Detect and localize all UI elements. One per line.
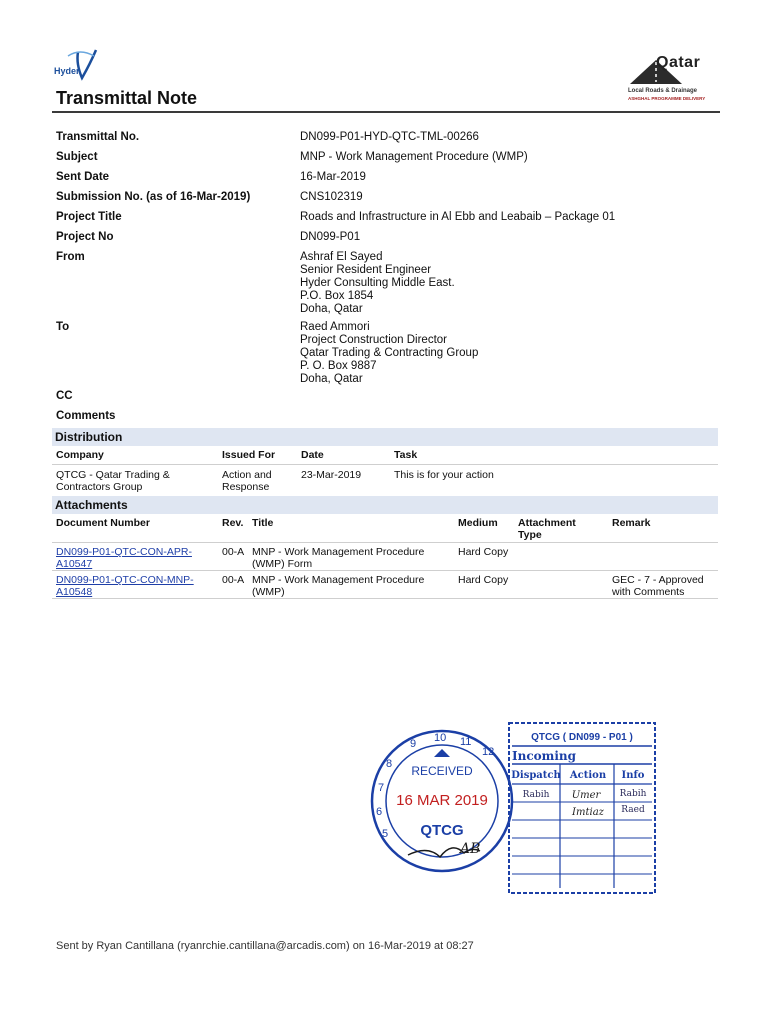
att-col-type-line: Type [518,529,542,541]
dial-number: 12 [482,746,495,758]
att-col-document-number: Document Number [56,517,150,529]
dial-number: 8 [386,758,393,770]
att-col-attachment-line: Attachment [518,517,576,529]
received-label: RECEIVED [411,764,473,778]
subject-label: Subject [56,151,98,163]
qatar-logo-line2: ASHGHAL PROGRAMME DELIVERY [628,96,706,101]
sent-date-label: Sent Date [56,171,110,183]
transmittal-no-label: Transmittal No. [56,131,140,143]
qatar-logo [626,52,726,104]
qatar-logo-word: Qatar [656,54,701,71]
attachment-doc-line: A10548 [56,586,93,598]
dial-number: 6 [376,806,383,818]
transmittal-no-value: DN099-P01-HYD-QTC-TML-00266 [300,131,479,143]
dial-number: 9 [410,738,417,750]
attachment-title-line: (WMP) Form [252,558,313,570]
subject-value: MNP - Work Management Procedure (WMP) [300,151,528,163]
dist-header-divider [52,464,718,465]
received-stamp-graphic [368,727,516,875]
att-col-remark: Remark [612,517,651,529]
from-line: Senior Resident Engineer [300,264,432,276]
dist-col-date: Date [301,449,324,461]
distribution-title: Distribution [55,430,123,444]
incoming-col-dispatch: Dispatch [511,770,561,781]
submission-no-label: Submission No. (as of 16-Mar-2019) [56,191,251,203]
dial-number: 11 [460,736,472,748]
dist-cell-task: This is for your action [394,469,494,481]
incoming-info-value: Rabih [619,789,647,799]
received-date: 16 MAR 2019 [396,792,488,809]
incoming-stamp [508,722,656,894]
from-line: P.O. Box 1854 [300,290,374,302]
project-no-value: DN099-P01 [300,231,361,243]
attachment-medium: Hard Copy [458,546,509,558]
attachment-medium: Hard Copy [458,574,509,586]
from-line: Ashraf El Sayed [300,251,383,263]
to-line: P. O. Box 9887 [300,360,377,372]
incoming-col-action: Action [569,770,607,781]
dist-issued-line: Action and [222,469,272,481]
from-address [300,251,455,316]
attachment-title [252,574,424,598]
dist-company-line: QTCG - Qatar Trading & [56,469,170,481]
att-col-rev: Rev. [222,517,244,529]
att-row-divider [52,570,718,571]
attachment-title-line: (WMP) [252,586,285,598]
att-row-divider [52,598,718,599]
att-header-divider [52,542,718,543]
attachment-rev: 00-A [222,546,245,558]
title-divider [52,111,720,113]
project-title-value: Roads and Infrastructure in Al Ebb and Leabaib – Package 01 [300,211,616,223]
attachment-title [252,546,424,570]
attachment-title-line: MNP - Work Management Procedure [252,574,425,586]
qatar-logo-line1: Local Roads & Drainage [628,88,698,94]
attachment-remark-line: GEC - 7 - Approved [612,574,704,586]
attachments-bar [52,496,718,514]
attachment-doc-line: A10547 [56,558,93,570]
hyder-logo-text: Hyder [54,66,80,76]
to-line: Project Construction Director [300,334,447,346]
project-title-label: Project Title [56,211,122,223]
incoming-info-value-2: Raed [621,805,645,815]
to-line: Qatar Trading & Contracting Group [300,347,479,359]
attachment-doc-line: DN099-P01-QTC-CON-APR- [56,546,192,558]
dist-issued-line: Response [222,481,270,493]
to-line: Doha, Qatar [300,373,363,385]
submission-no-value: CNS102319 [300,191,363,203]
incoming-stamp-graphic [508,722,656,894]
page-title: Transmittal Note [56,88,198,108]
stamp-signature: AB [460,841,481,857]
dial-number: 10 [434,732,447,744]
to-address [300,321,478,386]
attachments-title: Attachments [55,498,128,512]
incoming-title: Incoming [511,749,577,763]
incoming-action-value-2: Imtiaz [572,807,604,818]
dial-number: 5 [382,828,389,840]
dial-number: 7 [378,782,385,794]
dist-company-line: Contractors Group [56,481,143,493]
hyder-logo [50,44,110,84]
attachment-doc-line: DN099-P01-QTC-CON-MNP- [56,574,194,586]
att-col-attachment-type [518,517,576,541]
comments-label: Comments [56,410,116,422]
att-col-medium: Medium [458,517,498,529]
cc-label: CC [56,390,73,402]
attachment-doc-link[interactable] [56,574,194,598]
dist-col-company: Company [56,449,104,461]
stamp-arrow-icon [434,749,450,757]
from-label: From [56,251,85,263]
project-no-label: Project No [56,231,114,243]
dist-col-task: Task [394,449,418,461]
from-line: Hyder Consulting Middle East. [300,277,455,289]
incoming-col-info: Info [621,770,645,781]
hyder-logo-mark [50,44,110,84]
att-col-title: Title [252,517,274,529]
sent-by-footer: Sent by Ryan Cantillana (ryanrchie.cantillana@arcadis.com) on 16-Mar-2019 at 08:27 [56,940,474,952]
dist-cell-company [56,469,170,493]
sent-date-value: 16-Mar-2019 [300,171,366,183]
attachment-doc-link[interactable] [56,546,192,570]
to-line: Raed Ammori [300,321,370,333]
distribution-bar [52,428,718,446]
attachment-remark-line: with Comments [612,586,685,598]
dist-col-issued-for: Issued For [222,449,276,461]
incoming-action-value: Umer [571,790,601,801]
incoming-header: QTCG ( DN099 - P01 ) [531,732,633,743]
attachment-remark [612,574,704,598]
incoming-dispatch-value: Rabih [522,790,550,800]
dist-cell-date: 23-Mar-2019 [301,469,362,481]
from-line: Doha, Qatar [300,303,363,315]
to-label: To [56,321,70,333]
received-org: QTCG [420,822,464,839]
received-stamp [368,727,516,875]
attachment-rev: 00-A [222,574,245,586]
attachment-title-line: MNP - Work Management Procedure [252,546,425,558]
dist-cell-issued-for [222,469,272,493]
